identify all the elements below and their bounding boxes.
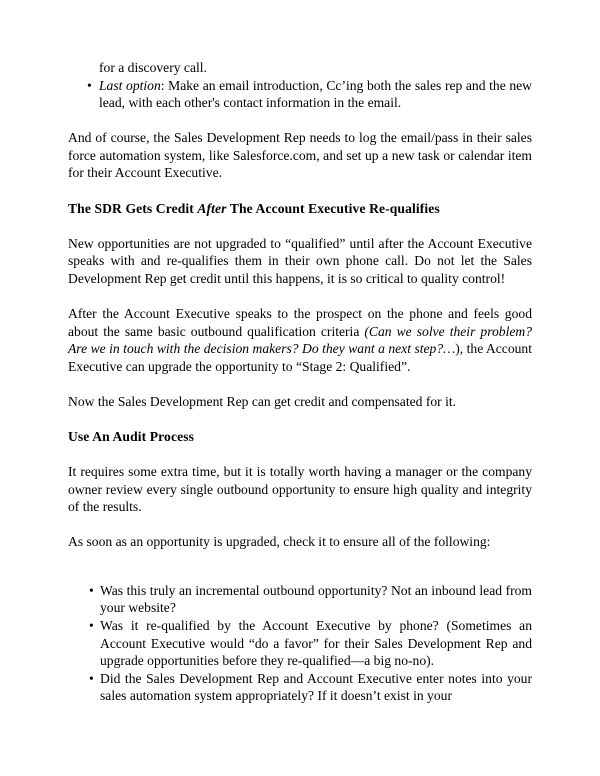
- spacer: [68, 112, 532, 130]
- bullet-point-icon: •: [89, 670, 94, 686]
- paragraph-as-soon-as-upgraded: As soon as an opportunity is upgraded, check it to ensure all of the following:: [68, 534, 491, 550]
- paragraph-after-the-account-executive: [68, 305, 532, 375]
- heading-part-one: The SDR Gets Credit: [68, 201, 198, 217]
- spacer: [68, 182, 532, 200]
- spacer: [68, 287, 532, 305]
- list-item-text: : Make an email introduction, Cc’ing both the sales rep and the new lead, with each other's contact information in the email.: [99, 77, 532, 111]
- list-item-text: Did the Sales Development Rep and Account Executive enter notes into your sales automation system appropriately? If it doesn’t exist in your: [100, 670, 532, 704]
- paragraph-emphasis-criteria-questions: (Can we solve their problem? Are we in touch with the decision makers? Do they want a next step?…: [68, 323, 533, 357]
- bullet-point-icon: •: [89, 582, 94, 598]
- spacer: [68, 446, 532, 463]
- list-item: [68, 670, 532, 705]
- spacer: [68, 516, 532, 534]
- list-item: [68, 77, 532, 112]
- list-item: [68, 582, 532, 617]
- heading-emphasis-after: After: [197, 201, 227, 217]
- page-content: [68, 59, 532, 705]
- bullet-list-audit-checks: [68, 582, 532, 705]
- spacer: [68, 218, 532, 235]
- bullet-point-icon: •: [87, 77, 92, 93]
- list-item: [68, 617, 532, 670]
- spacer: [68, 375, 532, 393]
- paragraph-it-requires-extra-time: It requires some extra time, but it is totally worth having a manager or the company owner review every single outbound opportunity to ensure high quality and integrity of the results.: [68, 464, 532, 515]
- list-item-lead-label: Last option: [99, 77, 161, 93]
- list-item-text: Was it re-qualified by the Account Executive by phone? (Sometimes an Account Executive would “do a favor” for their Sales Development Rep and upgrade opportunities before they re-qualified—a big no-no).: [100, 618, 532, 669]
- paragraph-log-email-pass: And of course, the Sales Development Rep needs to log the email/pass in their sales force automation system, like Salesforce.com, and set up a new task or calendar item for their Account Executive.: [68, 130, 532, 181]
- paragraph-part-two: ), the Account Executive can upgrade the opportunity to “Stage 2: Qualified”.: [68, 341, 532, 374]
- paragraph-part-one: After the Account Executive speaks to the prospect on the phone and feels good about the same basic outbound qualification criteria: [68, 305, 532, 339]
- bullet-continuation-line: for a discovery call.: [99, 60, 207, 75]
- heading-sdr-gets-credit: [68, 200, 532, 218]
- paragraph-now-the-sdr-gets-credit: Now the Sales Development Rep can get credit and compensated for it.: [68, 393, 457, 409]
- list-item-text: Was this truly an incremental outbound opportunity? Not an inbound lead from your website?: [100, 582, 532, 616]
- paragraph-new-opportunities: New opportunities are not upgraded to “qualified” until after the Account Executive speaks with and re-qualifies them in their own phone call. Do not let the Sales Development Rep get credit until this happens, it is so critical to quality control!: [68, 235, 532, 286]
- bullet-point-icon: •: [89, 618, 94, 634]
- spacer: [68, 410, 532, 428]
- bullet-list-handoff-options: [68, 77, 532, 112]
- heading-use-an-audit-process: Use An Audit Process: [68, 429, 194, 445]
- heading-part-two: The Account Executive Re-qualifies: [226, 201, 440, 217]
- spacer: [68, 551, 532, 582]
